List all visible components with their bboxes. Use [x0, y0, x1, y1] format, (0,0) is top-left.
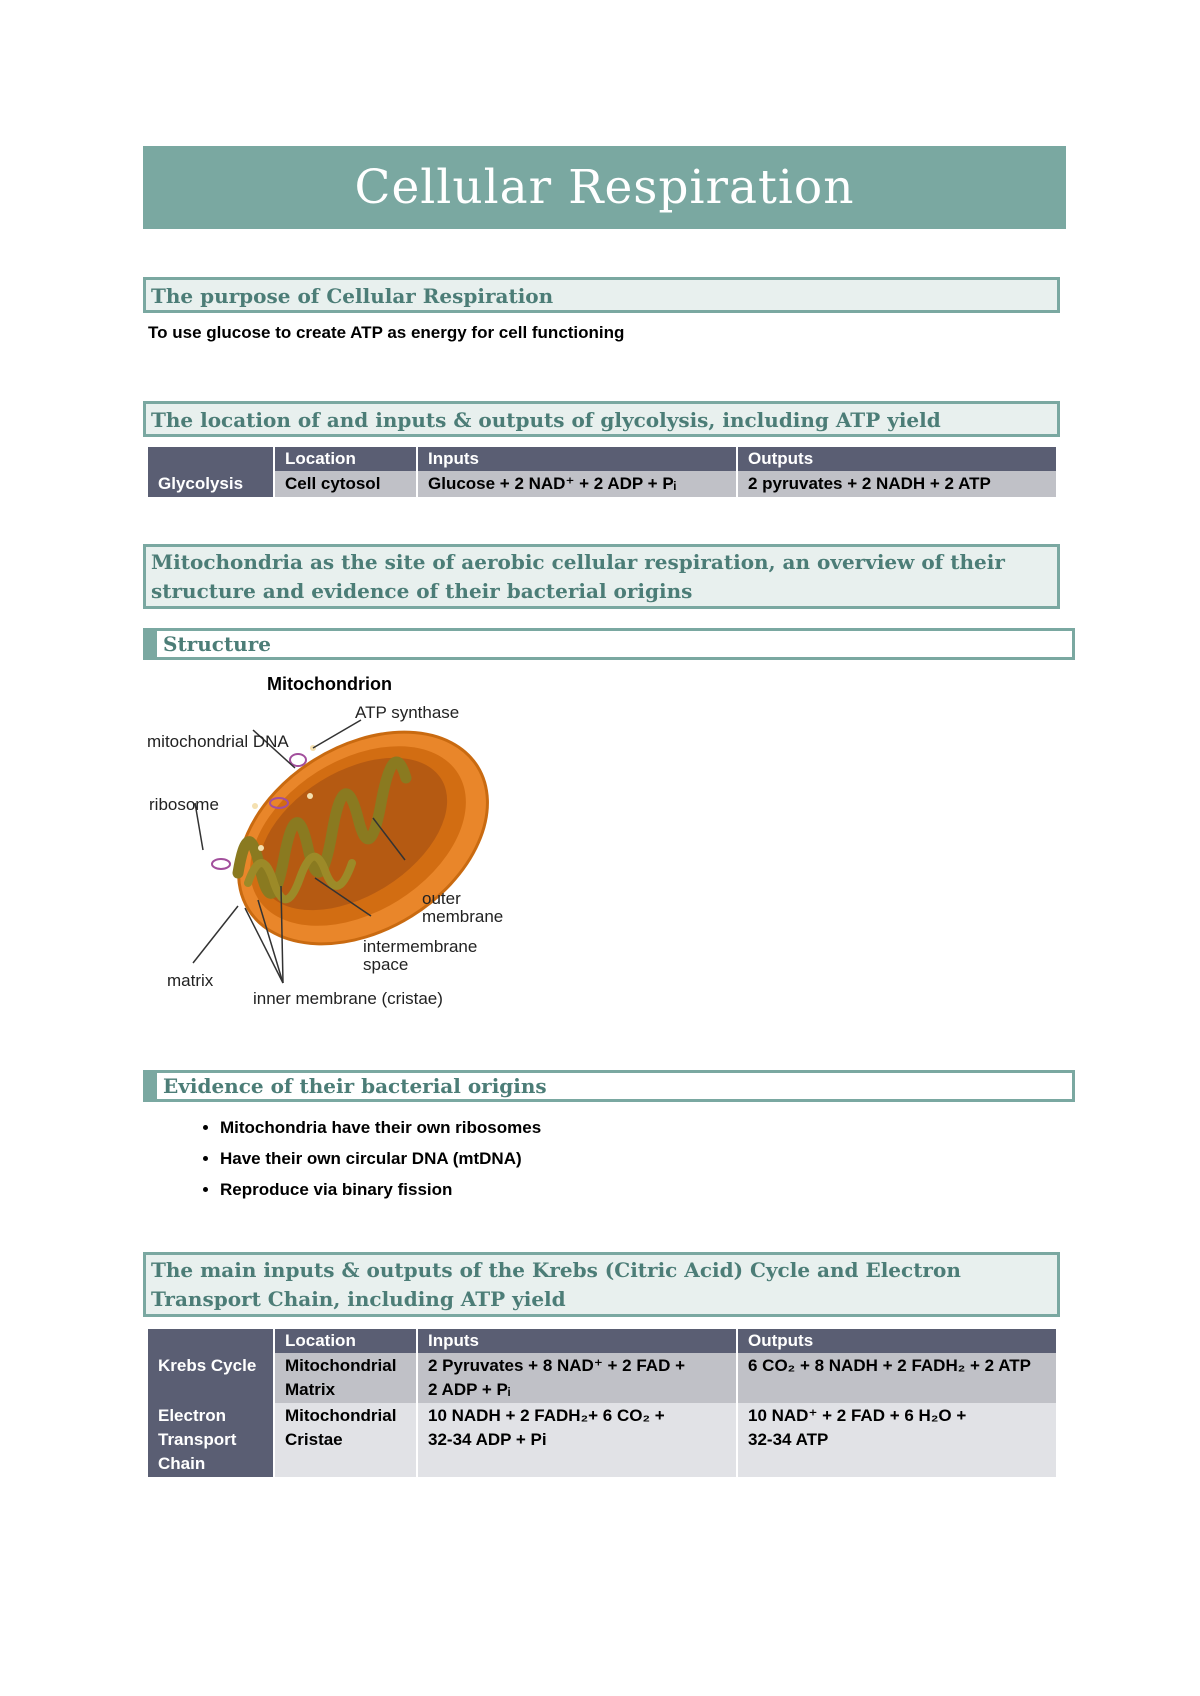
cell-line: 10 NADH + 2 FADH₂+ 6 CO₂ + — [428, 1406, 665, 1425]
dna-ring — [212, 859, 230, 869]
outputs-cell — [737, 1403, 1057, 1477]
mitochondrion-diagram — [143, 668, 543, 1028]
krebs-table — [148, 1329, 1058, 1477]
ribosome-dot — [307, 793, 313, 799]
label-mitochondrial-dna: mitochondrial DNA — [147, 732, 289, 751]
location-cell: Cell cytosol — [274, 471, 417, 497]
list-item: • Reproduce via binary fission — [220, 1174, 541, 1205]
glycolysis-heading-box — [143, 401, 1060, 437]
row-label: Krebs Cycle — [148, 1353, 274, 1403]
table-row — [148, 1353, 1057, 1403]
label-outer-membrane: membrane — [422, 907, 504, 926]
cell-line: Cristae — [285, 1430, 343, 1449]
krebs-heading-box — [143, 1252, 1060, 1317]
purpose-heading-box — [143, 277, 1060, 313]
label-matrix: matrix — [167, 971, 214, 990]
header-cell: Outputs — [737, 1329, 1057, 1353]
glycolysis-table — [148, 447, 1058, 497]
table-header-row — [148, 447, 1057, 471]
cell-line: 2 ADP + Pᵢ — [428, 1380, 511, 1399]
glycolysis-heading: The location of and inputs & outputs of glycolysis, including ATP yield — [151, 408, 941, 432]
cell-line: 32-34 ATP — [748, 1430, 829, 1449]
cell-line: 10 NAD⁺ + 2 FAD + 6 H₂O + — [748, 1406, 967, 1425]
mitochondria-heading-line: Mitochondria as the site of aerobic cellular respiration, an overview of their — [151, 550, 1005, 574]
row-label: Glycolysis — [148, 471, 274, 497]
label-intermembrane: intermembrane — [363, 937, 478, 956]
location-cell — [274, 1353, 417, 1403]
cell-line: Mitochondrial — [285, 1356, 397, 1375]
header-cell — [148, 447, 274, 471]
header-cell — [148, 1329, 274, 1353]
cell-line: Mitochondrial — [285, 1406, 397, 1425]
table-row — [148, 1403, 1057, 1477]
row-label — [148, 1403, 274, 1477]
krebs-heading-line: The main inputs & outputs of the Krebs (Citric Acid) Cycle and Electron — [151, 1258, 961, 1282]
inputs-cell — [417, 1403, 737, 1477]
location-cell — [274, 1403, 417, 1477]
outputs-cell: 2 pyruvates + 2 NADH + 2 ATP — [737, 471, 1057, 497]
evidence-heading: Evidence of their bacterial origins — [163, 1074, 547, 1098]
ribosome-dot — [258, 845, 264, 851]
evidence-list — [180, 1112, 541, 1205]
label-intermembrane: space — [363, 955, 409, 974]
table-row — [148, 471, 1057, 497]
page-title: Cellular Respiration — [354, 160, 855, 215]
cell-line: Transport — [158, 1430, 237, 1449]
ribosome-dot — [252, 803, 258, 809]
dna-ring — [290, 754, 306, 766]
krebs-heading-line: Transport Chain, including ATP yield — [151, 1287, 566, 1311]
list-item: • Mitochondria have their own ribosomes — [220, 1112, 541, 1143]
diagram-title: Mitochondrion — [267, 674, 392, 694]
inputs-cell: Glucose + 2 NAD⁺ + 2 ADP + Pᵢ — [417, 471, 737, 497]
purpose-heading: The purpose of Cellular Respiration — [151, 284, 554, 308]
cell-line: 32-34 ADP + Pi — [428, 1430, 547, 1449]
cell-line: Electron — [158, 1406, 227, 1425]
label-outer-membrane: outer — [422, 889, 461, 908]
mitochondria-heading-line: structure and evidence of their bacterial origins — [151, 579, 693, 603]
header-cell: Inputs — [417, 447, 737, 471]
cell-line: Matrix — [285, 1380, 336, 1399]
mitochondria-heading-box — [143, 544, 1060, 609]
outputs-cell — [737, 1353, 1057, 1403]
header-cell: Outputs — [737, 447, 1057, 471]
cell-line: 6 CO₂ + 8 NADH + 2 FADH₂ + 2 ATP — [748, 1356, 1031, 1375]
purpose-text: To use glucose to create ATP as energy for cell functioning — [148, 323, 625, 342]
header-cell: Location — [274, 1329, 417, 1353]
structure-heading-box — [143, 628, 1075, 660]
list-item: • Have their own circular DNA (mtDNA) — [220, 1143, 541, 1174]
title-banner — [143, 146, 1066, 229]
header-cell: Location — [274, 447, 417, 471]
structure-heading: Structure — [163, 632, 271, 656]
label-ribosome: ribosome — [149, 795, 219, 814]
cell-line: 2 Pyruvates + 8 NAD⁺ + 2 FAD + — [428, 1356, 686, 1375]
inputs-cell — [417, 1353, 737, 1403]
label-atp-synthase: ATP synthase — [355, 703, 460, 722]
label-inner-membrane: inner membrane (cristae) — [253, 989, 443, 1008]
header-cell: Inputs — [417, 1329, 737, 1353]
table-header-row — [148, 1329, 1057, 1353]
cell-line: Chain — [158, 1454, 206, 1473]
evidence-heading-box — [143, 1070, 1075, 1102]
